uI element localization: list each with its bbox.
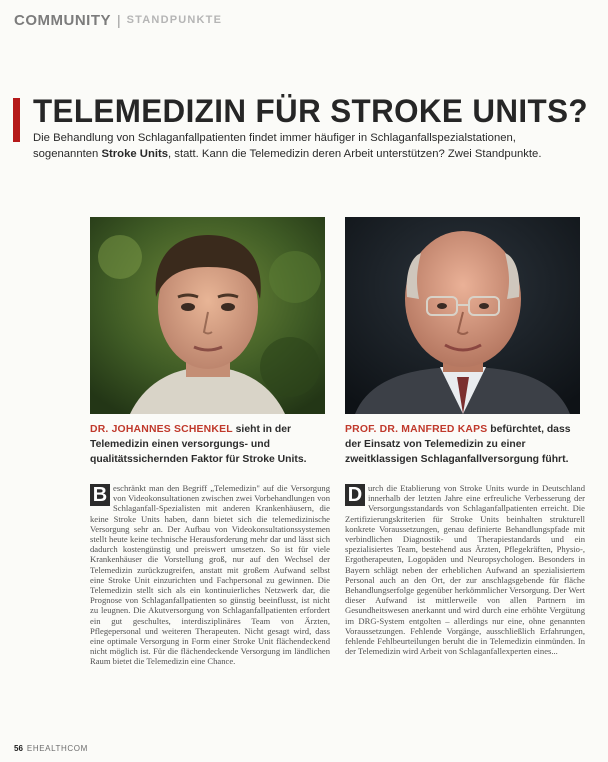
column-kaps [345,483,585,745]
body-text-schenkel: eschränkt man den Begriff „Telemedizin" auf die Versorgung von Videokonsultationen zwischen zwei Vorbehandlungen von Schlaganfall-Spezialisten mit anderen Krankenhäusern, die keine Stroke Units haben, dann bietet sich die telemedizinische Versorgung sehr an. Der Aufbau von Videokonsultationssystemen stellt heute keine technische Herausforderung mehr dar und lässt sich dadurch kostengünstig und preiswert umsetzen. So ist für viele Krankenhäuser die Vorstellung groß, nur auf den Wechsel der Telemedizin zurückzugreifen, anstatt mit großem Aufwand selbst eine Stroke Unit einzurichten und Fachpersonal zu gewinnen. Die Telemedizin stellt sich als ein kontinuierliches Netzwerk dar, die Prognose von Schlaganfallpatienten so günstig beeinflusst, ist nicht zu leugnen. Die Akutversorgung von Schlaganfallpatienten erfordert ein gut geschultes, interdisziplinäres Team von Ärzten, Pflegepersonal und weiteren Therapeuten. Nicht gesagt wird, dass eine optimale Versorgung in Form einer Stroke Unit flächendeckend nicht möglich ist. Für die flächendeckende Versorgung im ländlichen Raum bietet die Telemedizin eine Chance. [90,483,330,667]
title-accent-bar [13,98,20,142]
dropcap-kaps: D [345,484,365,506]
portrait-schenkel [90,217,325,414]
caption-text-schenkel: sieht in der Telemedizin einen versorgungs- und qualitätssichernden Faktor für Stroke Units. [90,424,307,465]
caption-name-schenkel: DR. JOHANNES SCHENKEL [90,424,233,435]
subsection-name: STANDPUNKTE [126,14,223,26]
article-lead [33,131,581,162]
publication-name: EHEALTHCOM [26,744,88,753]
portrait-kaps [345,217,580,414]
section-name: COMMUNITY [14,11,111,29]
lead-bold-term: Stroke Units [101,147,169,160]
caption-name-kaps: PROF. DR. MANFRED KAPS [345,424,488,435]
page-footer [14,744,88,753]
dropcap-schenkel: B [90,484,110,506]
body-text-kaps: urch die Etablierung von Stroke Units wurde in Deutschland innerhalb der letzten Jahre eine erfreuliche Verbesserung der Versorgungsstandards von Schlaganfallpatienten erreicht. Die Zertifizierungskriterien für Stroke Units beinhalten strukturell konkrete Voraussetzungen, genau definierte Behandlungspfade mit verbindlichen Diagnostik- und Therapiestandards und ein spezialisiertes Team, bestehend aus Ärzten, Pflegekräften, Physio-, Ergotherapeuten, Logopäden und Neuropsychologen. Besonders in Bayern schlägt neben der erheblichen Aufwand an spezialisiertem Personal auch an den Ort, der zur anschlagsgebende für fläche Behandlungserfolge gegenüber herkömmlicher Versorgung. Der Wert dieser Aufwand ist mittlerweile von allen Partnern im Gesundheitswesen anerkannt und wird durch eine erhöhte Vergütung im DRG-System entgolten – allerdings nur eine, ohne genannten Voraussetzungen. Fehlende Vorgänge, ausschließlich Erfahrungen, fehlende Fehlbeurteilungen beruht die in Telemedizin einmünden. In der Telemedizin wird Arbeit von Schlaganfallexperten eines... [345,483,585,657]
caption-kaps [345,422,583,467]
lead-text-2: , statt. Kann die Telemedizin deren Arbeit unterstützen? Zwei Standpunkte. [168,147,542,160]
article-title: TELEMEDIZIN FÜR STROKE UNITS? [33,93,588,129]
section-header [14,10,594,30]
page-number: 56 [14,744,23,753]
lead-text-1: Die Behandlung von Schlaganfallpatienten findet immer häufiger in Schlaganfallspezialstationen, sogenannten [33,132,516,160]
column-schenkel [90,483,330,745]
caption-schenkel [90,422,328,467]
caption-text-kaps: befürchtet, dass der Einsatz von Telemedizin zu einer zweitklassigen Schlaganfallversorgung führt. [345,424,571,465]
section-divider: | [117,12,121,28]
